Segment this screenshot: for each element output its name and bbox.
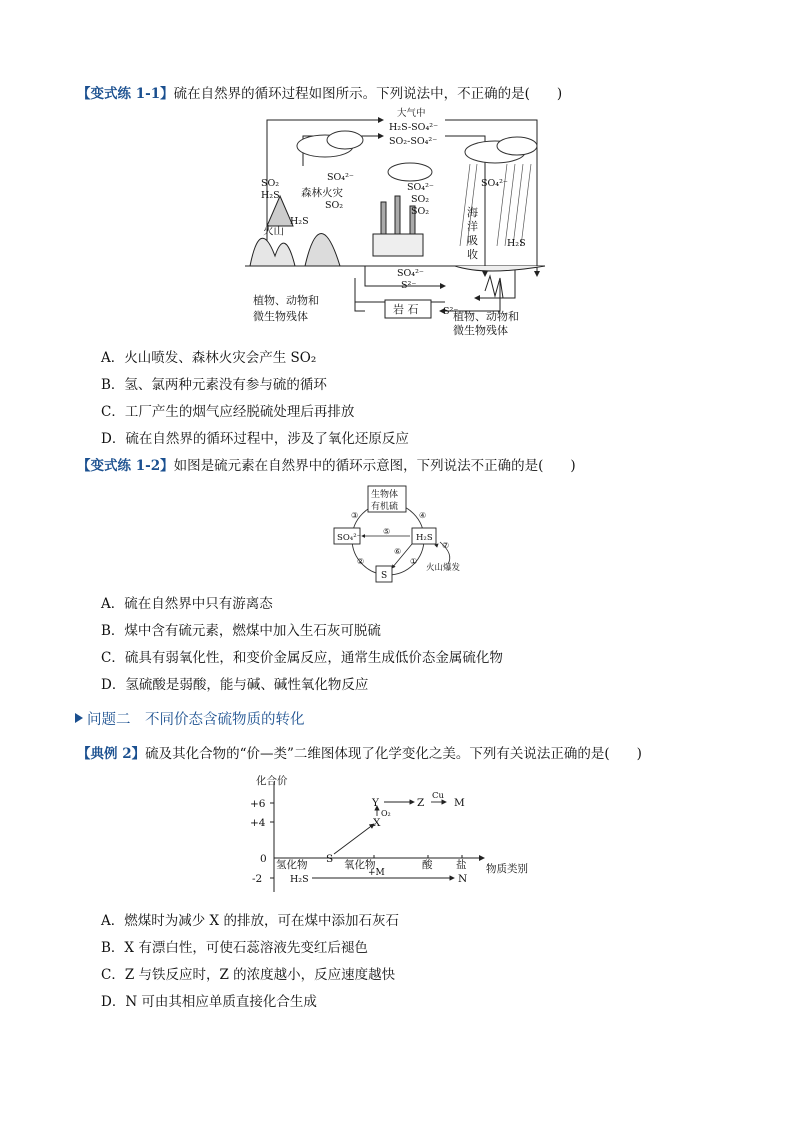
q2-stem-line <box>77 456 576 476</box>
q2-tag: 【变式练 1-2】 <box>77 458 174 474</box>
tick-minus2: -2 <box>252 873 263 885</box>
left-h2s: H₂S <box>261 190 280 201</box>
step-1: ① <box>410 557 418 566</box>
section-heading-text: 问题二 不同价态含硫物质的转化 <box>87 712 305 728</box>
point-M: M <box>454 797 465 809</box>
reagent-plus-M: +M <box>368 868 385 878</box>
y-axis-label: 化合价 <box>256 775 288 787</box>
q1-tag: 【变式练 1-1】 <box>77 86 174 102</box>
sulfur-cycle-illustration <box>245 106 555 336</box>
step-2: ② <box>357 557 365 566</box>
q3-option-c[interactable]: C．Z 与铁反应时，Z 的浓度越小，反应速度越快 <box>101 967 396 983</box>
category-acid: 酸 <box>422 859 433 871</box>
organism-line-2: 有机硫 <box>371 502 399 512</box>
soil-so4: SO₄²⁻ <box>397 268 424 279</box>
category-hydride: 氢化物 <box>276 859 308 871</box>
section-heading <box>75 708 305 729</box>
tick-zero: 0 <box>260 853 267 865</box>
q3-option-a[interactable]: A．燃煤时为减少 X 的排放，可在煤中添加石灰石 <box>101 913 399 929</box>
q3-option-b[interactable]: B．X 有漂白性，可使石蕊溶液先变红后褪色 <box>101 940 368 956</box>
point-S: S <box>326 853 334 865</box>
category-salt: 盐 <box>456 859 467 871</box>
sulfur-cycle-diagram <box>328 484 478 584</box>
q1-option-d[interactable]: D．硫在自然界的循环过程中，涉及了氧化还原反应 <box>101 431 409 447</box>
point-Z: Z <box>417 797 425 809</box>
q2-option-a[interactable]: A．硫在自然界中只有游离态 <box>101 596 273 612</box>
rock-s2: S²⁻ <box>443 306 459 317</box>
right-residue-2: 微生物残体 <box>453 324 508 336</box>
point-N: N <box>458 873 468 885</box>
q3-stem-line <box>77 744 642 764</box>
volcano-eruption-label: 火山爆发 <box>426 563 461 573</box>
h2s-label: H₂S <box>416 533 433 543</box>
step-6: ⑥ <box>394 547 402 556</box>
step-3: ③ <box>351 511 359 520</box>
rock-label: 岩 石 <box>393 303 419 316</box>
reagent-Cu: Cu <box>432 791 444 801</box>
q3-stem: 硫及其化合物的“价—类”二维图体现了化学变化之美。下列有关说法正确的是( ) <box>145 746 642 762</box>
q2-option-b[interactable]: B．煤中含有硫元素，燃煤中加入生石灰可脱硫 <box>101 623 381 639</box>
factory-so2-a: SO₂ <box>411 194 430 205</box>
organism-line-1: 生物体 <box>371 490 399 500</box>
forest-so4: SO₄²⁻ <box>327 172 354 183</box>
factory-so2-b: SO₂ <box>411 206 430 217</box>
atmosphere-label: 大气中 <box>397 108 426 119</box>
category-oxide: 氧化物 <box>344 859 376 871</box>
q3-tag: 【典例 2】 <box>77 746 146 762</box>
forest-fire-label: 森林火灾 <box>301 187 343 199</box>
x-axis-label: 物质类别 <box>486 863 528 875</box>
q2-option-d[interactable]: D．氢硫酸是弱酸，能与碱、碱性氧化物反应 <box>101 677 369 693</box>
so4-label: SO₄²⁻ <box>337 533 362 543</box>
point-X: X <box>373 817 381 829</box>
right-residue-1: 植物、动物和 <box>453 310 519 323</box>
svg-text:收: 收 <box>467 248 478 261</box>
right-h2s: H₂S <box>507 238 526 249</box>
ocean-so4: SO₄²⁻ <box>481 178 508 189</box>
so2-so4-label: SO₂-SO₄²⁻ <box>389 136 438 147</box>
forest-so2: SO₂ <box>325 200 344 211</box>
step-7: ⑦ <box>442 541 450 550</box>
svg-text:洋: 洋 <box>467 220 478 233</box>
q1-option-a[interactable]: A．火山喷发、森林火灾会产生 SO₂ <box>101 350 317 366</box>
q1-option-c[interactable]: C．工厂产生的烟气应经脱硫处理后再排放 <box>101 404 355 420</box>
q1-stem: 硫在自然界的循环过程如图所示。下列说法中，不正确的是( ) <box>173 86 563 102</box>
tick-plus4: +4 <box>250 817 266 829</box>
q2-option-c[interactable]: C．硫具有弱氧化性，和变价金属反应，通常生成低价态金属硫化物 <box>101 650 503 666</box>
left-residue-1: 植物、动物和 <box>253 294 319 307</box>
q3-option-d[interactable]: D．N 可由其相应单质直接化合生成 <box>101 994 317 1010</box>
triangle-bullet-icon <box>75 713 83 723</box>
q1-stem-line <box>77 84 562 104</box>
svg-text:海: 海 <box>467 206 478 219</box>
q2-stem: 如图是硫元素在自然界中的循环示意图，下列说法不正确的是( ) <box>173 458 576 474</box>
left-residue-2: 微生物残体 <box>253 310 308 323</box>
svg-text:吸: 吸 <box>467 234 478 247</box>
tick-plus6: +6 <box>250 798 266 810</box>
point-Y: Y <box>372 797 379 809</box>
left-so2: SO₂ <box>261 178 280 189</box>
valence-class-diagram <box>246 772 546 897</box>
step-5: ⑤ <box>383 527 391 536</box>
volcano-h2s: H₂S <box>290 216 309 227</box>
reagent-O2: O₂ <box>381 809 391 818</box>
q1-option-b[interactable]: B．氢、氯两种元素没有参与硫的循环 <box>101 377 327 393</box>
point-H2S: H₂S <box>290 874 309 885</box>
soil-s2: S²⁻ <box>401 280 417 291</box>
h2s-so4-label: H₂S-SO₄²⁻ <box>389 122 439 133</box>
factory-so4: SO₄²⁻ <box>407 182 434 193</box>
step-4: ④ <box>419 511 427 520</box>
s-label: S <box>381 571 388 581</box>
volcano-label: 火山 <box>263 225 284 237</box>
